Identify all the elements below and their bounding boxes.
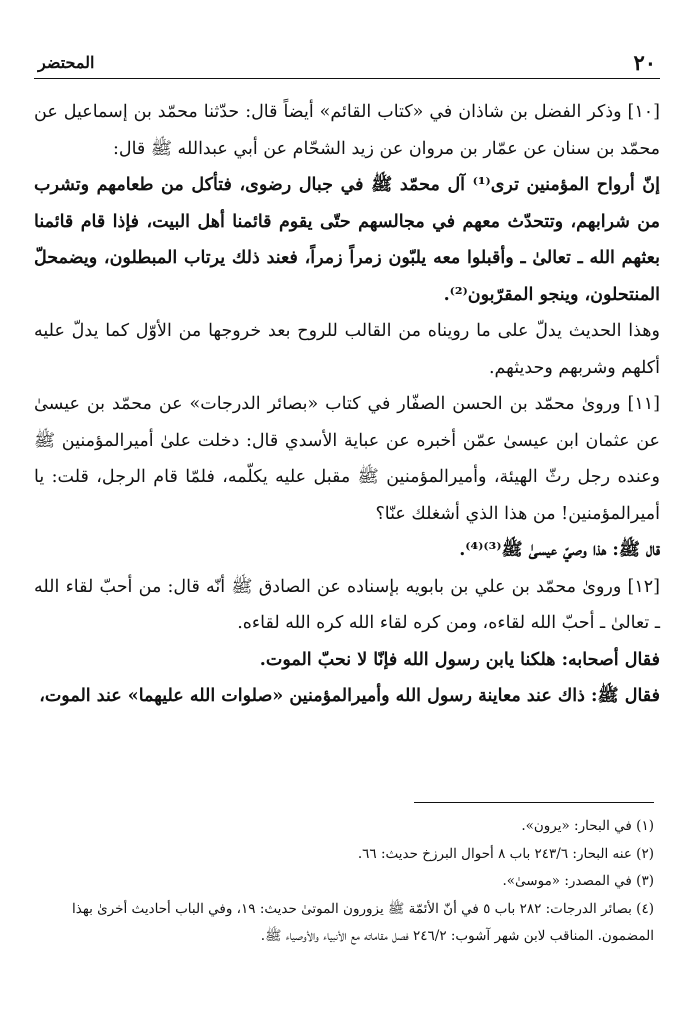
paragraph-hadith-11-answer: قال ﷺ: هذا وصيّ عيسىٰ ﷺ⁽³⁾⁽⁴⁾. [459,540,660,560]
paragraph-imam-reply: فقال ﷺ: ذاك عند معاينة رسول الله وأميرالمؤمنين «صلوات الله عليهما» عند الموت، [39,686,660,706]
footnote-2: (٢) عنه البحار: ٢٤٣/٦ باب ٨ أحوال البرزخ حديث: ٦٦. [357,845,654,862]
footnote-4: (٤) بصائر الدرجات: ٢٨٢ باب ٥ في أنّ الأئمّة ﷺ يزورون الموتىٰ حديث: ١٩، وفي الباب أحاديث أخرىٰ بهذا المضمون. المناقب لابن شهر آشوب: ٢٤٦/٢ فصل مقاماته مع الأنبياء والأوصياء ﷺ. [72,900,654,944]
main-text [34,94,660,715]
paragraph-hadith-11: [١١] وروىٰ محمّد بن الحسن الصفّار في كتاب «بصائر الدرجات» عن محمّد بن عيسىٰ عن عثمان ابن عيسىٰ عمّن أخبره عن عباية الأسدي قال: دخلت علىٰ أميرالمؤمنين ﷺ وعنده رجل رثّ الهيئة، وأميرالمؤمنين ﷺ مقبل عليه يكلّمه، فلمّا قام الرجل، قلت: يا أميرالمؤمنين! من هذا الذي أشغلك عنّا؟ [34,394,660,524]
paragraph-hadith-12: [١٢] وروىٰ محمّد بن علي بن بابويه بإسناده عن الصادق ﷺ أنّه قال: من أحبّ لقاء الله ـ تعالىٰ ـ أحبّ الله لقاءه، ومن كره لقاء الله كره الله لقاءه. [34,576,660,633]
paragraph-hadith-10: [١٠] وذكر الفضل بن شاذان في «كتاب القائم» أيضاً قال: حدّثنا محمّد بن إسماعيل عن محمّد بن سنان عن عمّار بن مروان عن زيد الشحّام عن أبي عبدالله ﷺ قال: [34,102,660,159]
footnote-3: (٣) في المصدر: «موسىٰ». [502,873,654,889]
footnote-divider [414,802,654,803]
paragraph-hadith-10-text: إنّ أرواح المؤمنين ترى⁽¹⁾ آل محمّد ﷺ في جبال رضوى، فتأكل من طعامهم وتشرب من شرابهم، وتتحدّث معهم في مجالسهم حتّى يقوم قائمنا أهل البيت، فإذا قام قائمنا بعثهم الله ـ تعالىٰ ـ وأقبلوا معه يلبّون زمراً زمراً، فعند ذلك يرتاب المبطلون، ويضمحلّ المنتحلون، وينجو المقرّبون⁽²⁾. [34,175,661,305]
page-number: ٢٠ [633,50,656,75]
footnotes [40,802,654,951]
page-header [34,44,660,79]
footnote-1: (١) في البحار: «يرون». [521,818,654,834]
paragraph-commentary: وهذا الحديث يدلّ على ما رويناه من القالب للروح بعد خروجها من الأوّل كما يدلّ عليه أكلهم وشربهم وحديثهم. [34,321,660,378]
book-title: المحتضر [38,53,95,72]
paragraph-companions-reply: فقال أصحابه: هلكنا يابن رسول الله فإنّا لا نحبّ الموت. [259,649,660,670]
